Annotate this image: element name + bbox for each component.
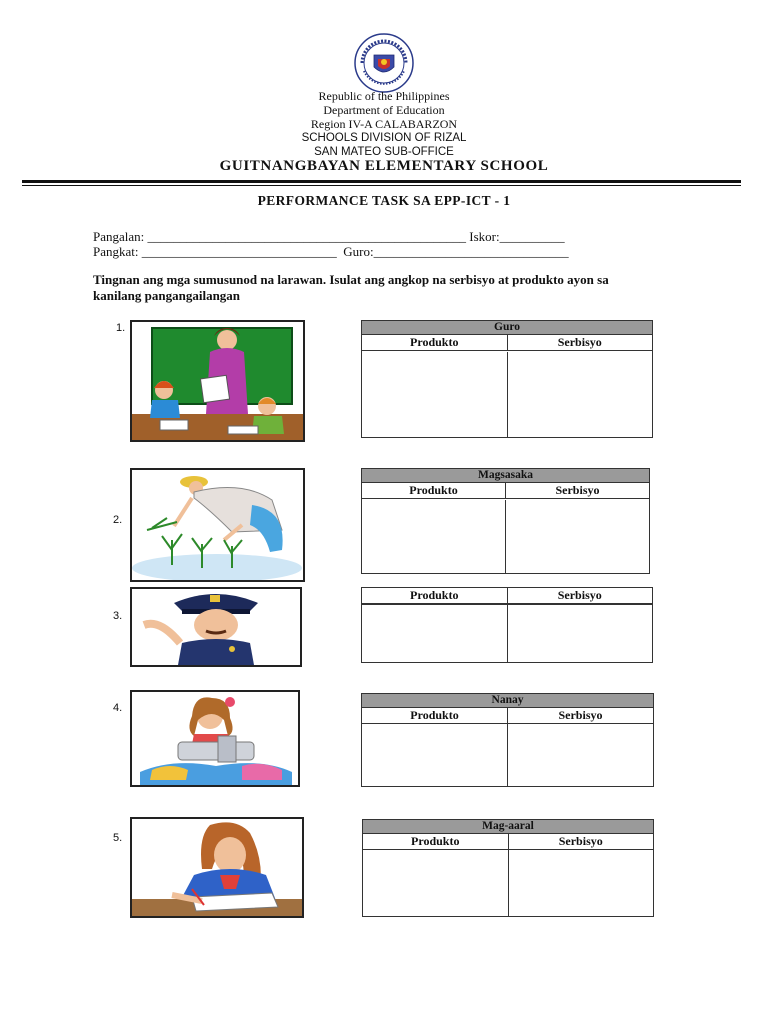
- item-number: 3.: [113, 610, 123, 622]
- guro-table: [361, 320, 653, 438]
- item-number: 5.: [113, 832, 123, 844]
- item-number: 1.: [116, 322, 126, 334]
- item-number: 2.: [113, 514, 123, 526]
- serbisyo-header: Serbisyo: [557, 588, 602, 602]
- produkto-answer-cell[interactable]: [362, 601, 508, 662]
- produkto-header: Produkto: [362, 708, 508, 723]
- instruction: [93, 272, 693, 304]
- police-picture: [130, 587, 302, 667]
- header-line-5: SAN MATEO SUB-OFFICE: [314, 146, 454, 158]
- produkto-answer-cell[interactable]: [362, 500, 506, 573]
- item-number: 4.: [113, 702, 123, 714]
- instruction-line-2: kanilang pangangailangan: [93, 288, 241, 303]
- pangalan-field: Pangalan: _________________________________________________ Iskor:__________: [93, 229, 565, 244]
- table-title: Guro: [362, 321, 652, 335]
- serbisyo-header: Serbisyo: [558, 708, 603, 722]
- produkto-answer-cell[interactable]: [362, 722, 508, 786]
- farmer-picture: [130, 468, 305, 582]
- serbisyo-header: Serbisyo: [557, 335, 602, 349]
- table-title: Mag-aaral: [363, 820, 653, 834]
- mag-aaral-table: [362, 819, 654, 917]
- magsasaka-table: [361, 468, 650, 574]
- serbisyo-header: Serbisyo: [555, 483, 600, 497]
- teacher-picture: [130, 320, 305, 442]
- school-name: GUITNANGBAYAN ELEMENTARY SCHOOL: [219, 158, 549, 174]
- header-rule-thin: [22, 185, 741, 186]
- header-line-4: SCHOOLS DIVISION OF RIZAL: [301, 132, 467, 144]
- page-title: PERFORMANCE TASK SA EPP-ICT - 1: [257, 193, 511, 208]
- table-title: Nanay: [362, 694, 653, 708]
- header-line-1: Republic of the Philippines: [318, 89, 450, 103]
- header-line-3: Region IV-A CALABARZON: [310, 117, 458, 131]
- header-line-2: Department of Education: [323, 103, 445, 117]
- instruction-line-1: Tingnan ang mga sumusunod na larawan. Isulat ang angkop na serbisyo at produkto ayon sa: [93, 272, 609, 287]
- produkto-answer-cell[interactable]: [362, 352, 508, 437]
- produkto-header: Produkto: [362, 483, 506, 498]
- pangkat-field: Pangkat: ______________________________ Guro:______________________________: [93, 244, 569, 259]
- produkto-answer-cell[interactable]: [363, 848, 509, 916]
- serbisyo-answer-cell[interactable]: [506, 500, 649, 573]
- header-rule-thick: [22, 180, 741, 183]
- table-title: Magsasaka: [362, 469, 649, 483]
- produkto-header: Produkto: [363, 834, 509, 849]
- serbisyo-header: Serbisyo: [558, 834, 603, 848]
- serbisyo-answer-cell[interactable]: [508, 722, 653, 786]
- produkto-header: Produkto: [362, 588, 508, 603]
- nanay-table: [361, 693, 654, 787]
- police-table: [361, 587, 653, 663]
- produkto-header: Produkto: [362, 335, 508, 350]
- serbisyo-answer-cell[interactable]: [508, 601, 653, 662]
- student-picture: [130, 817, 304, 918]
- serbisyo-answer-cell[interactable]: [508, 352, 653, 437]
- deped-seal: [354, 33, 414, 93]
- mother-sewing-picture: [130, 690, 300, 787]
- serbisyo-answer-cell[interactable]: [509, 848, 654, 916]
